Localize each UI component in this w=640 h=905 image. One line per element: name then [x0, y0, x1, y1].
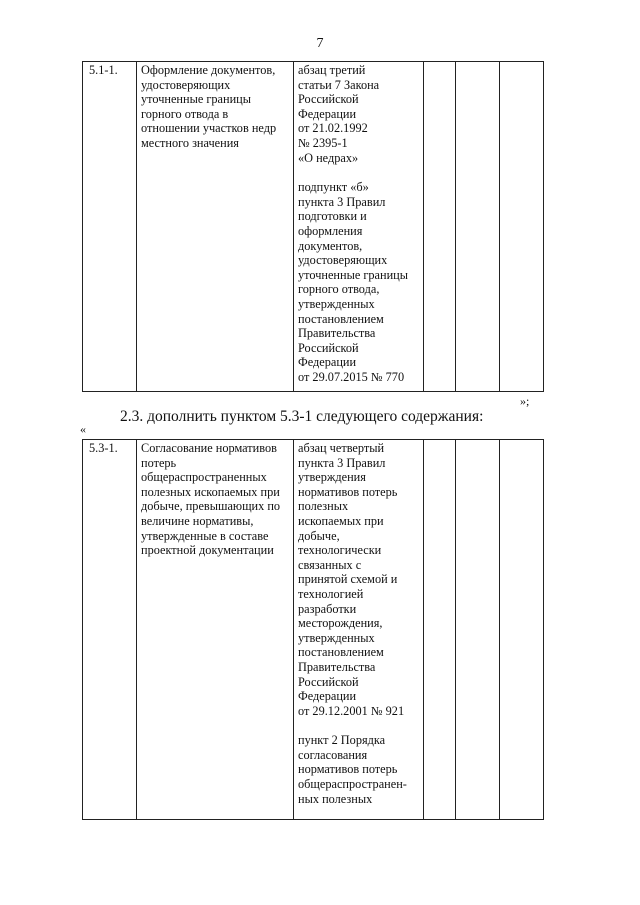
paragraph-gap	[298, 718, 420, 733]
table-item-5-3-1	[82, 439, 544, 820]
desc-line: добыче, превышающих по	[141, 499, 281, 514]
basis-line: от 29.12.2001 № 921	[298, 703, 405, 718]
basis-line: связанных с	[298, 557, 362, 572]
empty-cell	[500, 440, 544, 820]
paragraph-gap	[298, 165, 420, 180]
basis-line: уточненные границы	[298, 267, 409, 282]
basis-line: абзац четвертый	[298, 441, 385, 455]
basis-line: пункта 3 Правил	[298, 194, 386, 209]
basis-line: месторождения,	[298, 616, 383, 631]
desc-line: уточненные границы	[141, 92, 252, 107]
basis-line: № 2395-1	[298, 135, 348, 150]
basis-line: Федерации	[298, 355, 357, 370]
basis-line: ных полезных	[298, 791, 373, 806]
basis-line: подпункт «б»	[298, 180, 369, 195]
basis-line: «О недрах»	[298, 150, 359, 165]
basis-line: утвержденных	[298, 630, 375, 645]
desc-line: общераспространенных	[141, 470, 267, 485]
basis-line: Федерации	[298, 689, 357, 704]
basis-line: абзац третий	[298, 63, 366, 77]
empty-cell	[424, 62, 456, 392]
basis-line: Российской	[298, 92, 359, 107]
basis-line: от 29.07.2015 № 770	[298, 369, 405, 384]
empty-cell	[500, 62, 544, 392]
basis-line: подготовки и	[298, 209, 367, 224]
basis-line: полезных	[298, 499, 349, 514]
desc-line: полезных ископаемых при	[141, 484, 280, 499]
item-description	[137, 440, 294, 820]
basis-line: Российской	[298, 674, 359, 689]
basis-line: оформления	[298, 223, 363, 238]
basis-line: технологией	[298, 586, 364, 601]
basis-line: Правительства	[298, 659, 376, 674]
legal-basis	[294, 62, 424, 392]
page-number: 7	[316, 36, 324, 51]
empty-cell	[424, 440, 456, 820]
desc-line: отношении участков недр	[141, 121, 277, 136]
basis-line: технологически	[298, 543, 382, 558]
basis-line: статьи 7 Закона	[298, 77, 380, 92]
basis-line: Правительства	[298, 326, 376, 341]
basis-line: удостоверяющих	[298, 253, 388, 268]
closing-quote: »;	[520, 394, 530, 408]
legal-basis	[294, 440, 424, 820]
basis-line: утвержденных	[298, 296, 375, 311]
basis-line: пункт 2 Порядка	[298, 733, 386, 748]
basis-line: постановлением	[298, 311, 384, 326]
desc-line: местного значения	[141, 135, 239, 150]
basis-line: согласования	[298, 747, 368, 762]
table-row	[83, 440, 544, 820]
table-item-5-1-1	[82, 61, 544, 392]
basis-line: принятой схемой и	[298, 572, 398, 587]
desc-line: величине нормативы,	[141, 513, 254, 528]
basis-line: документов,	[298, 238, 363, 253]
desc-line: удостоверяющих	[141, 77, 231, 92]
opening-quote: «	[80, 422, 86, 436]
item-description	[137, 62, 294, 392]
empty-cell	[456, 62, 500, 392]
item-number: 5.1-1.	[83, 62, 137, 392]
desc-line: Согласование нормативов	[141, 441, 277, 455]
basis-line: от 21.02.1992	[298, 121, 368, 136]
basis-line: нормативов потерь	[298, 484, 398, 499]
basis-line: Российской	[298, 340, 359, 355]
basis-line: постановлением	[298, 645, 384, 660]
basis-line: общераспространен-	[298, 777, 407, 792]
basis-line: разработки	[298, 601, 357, 616]
desc-line: утвержденные в составе	[141, 528, 269, 543]
table-row	[83, 62, 544, 392]
desc-line: проектной документации	[141, 543, 274, 558]
desc-line: Оформление документов,	[141, 63, 276, 77]
empty-cell	[456, 440, 500, 820]
desc-line: горного отвода в	[141, 106, 229, 121]
amendment-instruction: 2.3. дополнить пунктом 5.3-1 следующего содержания:	[120, 408, 484, 425]
basis-line: добыче,	[298, 528, 340, 543]
basis-line: пункта 3 Правил	[298, 455, 386, 470]
item-number: 5.3-1.	[83, 440, 137, 820]
basis-line: Федерации	[298, 106, 357, 121]
desc-line: потерь	[141, 455, 177, 470]
basis-line: горного отвода,	[298, 282, 380, 297]
basis-line: нормативов потерь	[298, 762, 398, 777]
basis-line: ископаемых при	[298, 513, 384, 528]
basis-line: утверждения	[298, 470, 366, 485]
